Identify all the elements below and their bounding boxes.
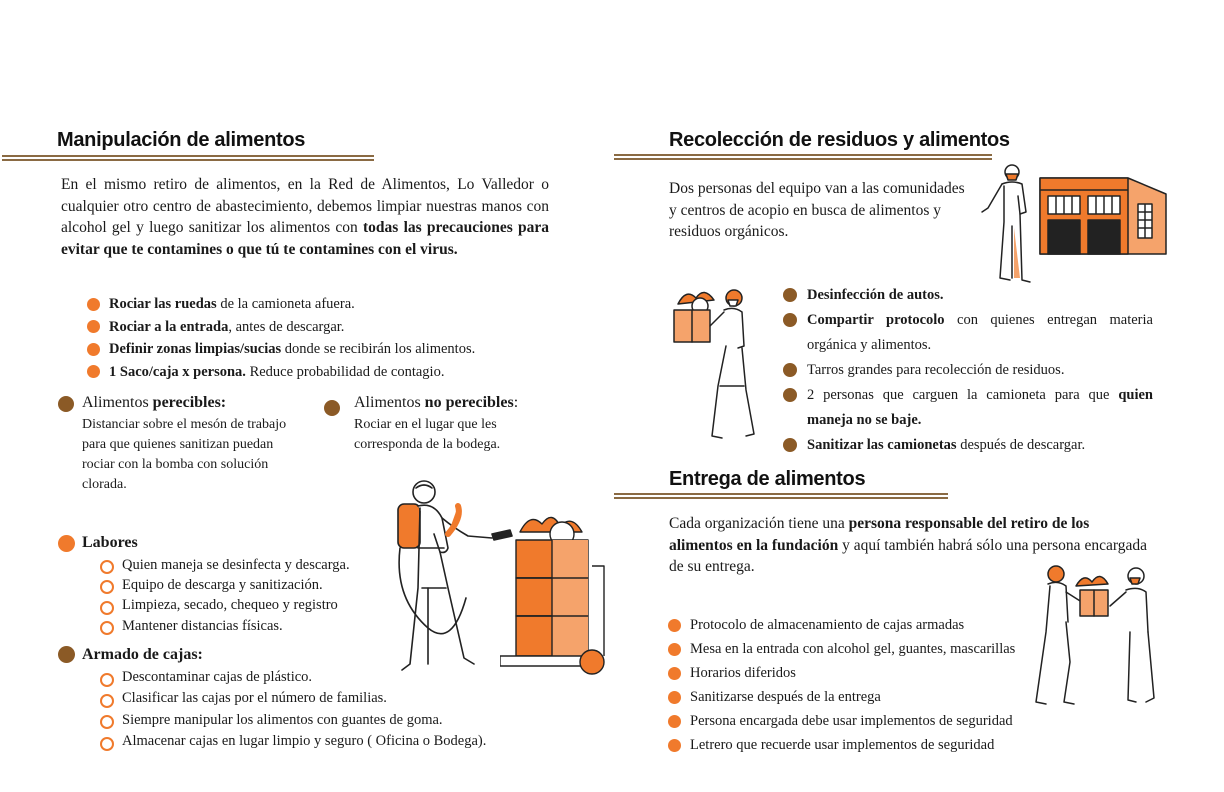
list-item: Sanitizarse después de la entrega (668, 685, 1015, 709)
list-item: Mantener distancias físicas. (100, 616, 350, 636)
entrega-list (668, 613, 1015, 757)
manipulacion-bullets (87, 293, 475, 383)
title-underline (614, 154, 992, 160)
list-item: Limpieza, secado, chequeo y registro (100, 595, 350, 615)
recoleccion-intro: Dos personas del equipo van a las comunidades y centros de acopio en busca de alimentos y residuos orgánicos. (669, 180, 965, 240)
worker-illustration (980, 162, 1040, 286)
list-item: Clasificar las cajas por el número de familias. (100, 688, 486, 709)
list-item: Tarros grandes para recolección de residuos. (783, 358, 1153, 383)
armado-title: Armado de cajas: (82, 646, 203, 663)
labores-list (100, 555, 350, 636)
perecibles-text: Distanciar sobre el mesón de trabajo para que quienes sanitizan puedan rociar con la bomba con solución clorada. (82, 417, 287, 492)
sprayer-worker-illustration (388, 478, 518, 678)
intro-bold: todas las precauciones para evitar que te contamines o que tú te contamines con el virus. (61, 219, 549, 258)
list-item: Horarios diferidos (668, 661, 1015, 685)
intro-text: En el mismo retiro de alimentos, en la Red de Alimentos, Lo Valledor o cualquier otro centro de abastecimiento, debemos limpiar nuestras manos con alcohol gel y luego sanitizar los alimentos con (61, 176, 549, 236)
list-item: Desinfección de autos. (783, 283, 1153, 308)
title-underline (2, 155, 374, 161)
armado-list (100, 667, 486, 752)
bullet-dot (324, 400, 340, 416)
list-item: Mesa en la entrada con alcohol gel, guantes, mascarillas (668, 637, 1015, 661)
labores-title: Labores (82, 534, 138, 551)
list-item: Almacenar cajas en lugar limpio y seguro ( Oficina o Bodega). (100, 731, 486, 752)
list-item: Definir zonas limpias/sucias donde se recibirán los alimentos. (87, 338, 475, 361)
section-title-recoleccion: Recolección de residuos y alimentos (669, 129, 1010, 151)
list-item: Persona encargada debe usar implementos de seguridad (668, 709, 1015, 733)
no-perecibles-text: Rociar en el lugar que les corresponda de la bodega. (354, 417, 501, 452)
list-item: Rociar las ruedas de la camioneta afuera. (87, 293, 475, 316)
no-perecibles-title: Alimentos no perecibles: (354, 394, 519, 411)
recoleccion-list (783, 283, 1153, 458)
list-item: Rociar a la entrada, antes de descargar. (87, 316, 475, 339)
manipulacion-intro (61, 174, 549, 260)
list-item: Equipo de descarga y sanitización. (100, 575, 350, 595)
perecibles-title: Alimentos perecibles: (82, 394, 227, 411)
delivery-handoff-illustration (1030, 562, 1170, 708)
list-item: Siempre manipular los alimentos con guantes de goma. (100, 710, 486, 731)
warehouse-illustration (1038, 174, 1168, 256)
list-item: Protocolo de almacenamiento de cajas armadas (668, 613, 1015, 637)
list-item: Letrero que recuerde usar implementos de seguridad (668, 733, 1015, 757)
list-item: 1 Saco/caja x persona. Reduce probabilidad de contagio. (87, 361, 475, 384)
list-item: Sanitizar las camionetas después de descargar. (783, 433, 1153, 458)
title-underline (614, 493, 948, 499)
bullet-dot (58, 646, 75, 663)
list-item: Quien maneja se desinfecta y descarga. (100, 555, 350, 575)
food-cart-illustration (500, 506, 610, 676)
list-item: Descontaminar cajas de plástico. (100, 667, 486, 688)
section-title-entrega: Entrega de alimentos (669, 468, 866, 490)
box-carrier-illustration (672, 286, 762, 442)
list-item: 2 personas que carguen la camioneta para que quien maneja no se baje. (783, 383, 1153, 433)
section-title-manipulacion: Manipulación de alimentos (57, 129, 306, 151)
entrega-intro: Cada organización tiene una persona responsable del retiro de los alimentos en la fundación y aquí también habrá sólo una persona encargada de su entrega. (669, 515, 1147, 575)
bullet-dot (58, 535, 75, 552)
list-item: Compartir protocolo con quienes entregan materia orgánica y alimentos. (783, 308, 1153, 358)
bullet-dot (58, 396, 74, 412)
